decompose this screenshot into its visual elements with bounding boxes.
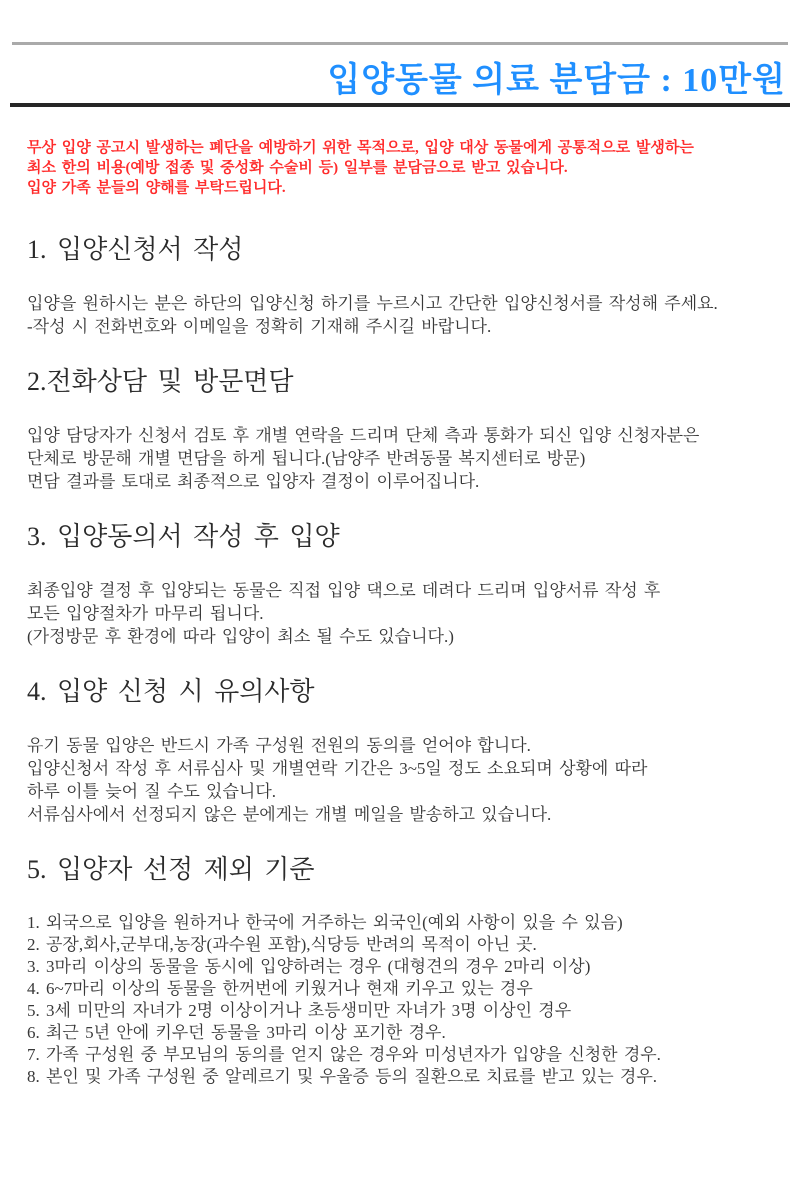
text-line: 7. 가족 구성원 중 부모님의 동의를 얻지 않은 경우와 미성년자가 입양을 신청한 경우. [27, 1045, 661, 1064]
document-body [27, 234, 782, 1116]
title-divider [10, 103, 790, 107]
text-line: 6. 최근 5년 안에 키우던 동물을 3마리 이상 포기한 경우. [27, 1023, 446, 1042]
text-line: 단체로 방문해 개별 면담을 하게 됩니다.(남양주 반려동물 복지센터로 방문) [27, 449, 586, 468]
text-line: 2. 공장,회사,군부대,농장(과수원 포함),식당등 반려의 목적이 아닌 곳. [27, 935, 537, 954]
text-line: 유기 동물 입양은 반드시 가족 구성원 전원의 동의를 얻어야 합니다. [27, 736, 531, 755]
section-3-heading: 3. 입양동의서 작성 후 입양 [27, 522, 340, 551]
section-4-heading: 4. 입양 신청 시 유의사항 [27, 677, 315, 706]
section-2-body [27, 424, 782, 493]
section-application-cautions [27, 676, 782, 826]
text-line: 3. 3마리 이상의 동물을 동시에 입양하려는 경우 (대형견의 경우 2마리 이상) [27, 957, 591, 976]
section-4-body [27, 734, 782, 826]
section-2-heading: 2.전화상담 및 방문면담 [27, 367, 294, 396]
page-title: 입양동물 의료 분담금 : 10만원 [327, 62, 786, 99]
text-line: 최소 한의 비용(예방 접종 및 중성화 수술비 등) 일부를 분담금으로 받고 있습니다. [27, 160, 568, 176]
section-exclusion-criteria [27, 854, 782, 1088]
section-3-body [27, 579, 782, 648]
section-1-heading: 1. 입양신청서 작성 [27, 235, 244, 264]
text-line: 하루 이틀 늦어 질 수도 있습니다. [27, 782, 276, 801]
text-line: 입양 가족 분들의 양해를 부탁드립니다. [27, 180, 286, 196]
text-line: 1. 외국으로 입양을 원하거나 한국에 거주하는 외국인(예외 사항이 있을 수 있음) [27, 913, 623, 932]
text-line: 서류심사에서 선정되지 않은 분에게는 개별 메일을 발송하고 있습니다. [27, 805, 552, 824]
top-divider [12, 42, 788, 45]
text-line: 최종입양 결정 후 입양되는 동물은 직접 입양 댁으로 데려다 드리며 입양서류 작성 후 [27, 581, 661, 600]
text-line: 4. 6~7마리 이상의 동물을 한꺼번에 키웠거나 현재 키우고 있는 경우 [27, 979, 533, 998]
section-5-heading: 5. 입양자 선정 제외 기준 [27, 855, 315, 884]
section-consent-adoption [27, 521, 782, 648]
text-line: -작성 시 전화번호와 이메일을 정확히 기재해 주시길 바랍니다. [27, 317, 492, 336]
text-line: 8. 본인 및 가족 구성원 중 알레르기 및 우울증 등의 질환으로 치료를 받고 있는 경우. [27, 1067, 658, 1086]
section-phone-visit-interview [27, 366, 782, 493]
text-line: (가정방문 후 환경에 따라 입양이 최소 될 수도 있습니다.) [27, 627, 454, 646]
section-1-body [27, 292, 782, 338]
section-5-body [27, 912, 782, 1088]
text-line: 무상 입양 공고시 발생하는 폐단을 예방하기 위한 목적으로, 입양 대상 동물에게 공통적으로 발생하는 [27, 140, 694, 156]
text-line: 입양 담당자가 신청서 검토 후 개별 연락을 드리며 단체 측과 통화가 되신 입양 신청자분은 [27, 426, 700, 445]
text-line: 모든 입양절차가 마무리 됩니다. [27, 604, 264, 623]
text-line: 입양을 원하시는 분은 하단의 입양신청 하기를 누르시고 간단한 입양신청서를 작성해 주세요. [27, 294, 718, 313]
section-application-form [27, 234, 782, 338]
fee-notice-paragraph [27, 138, 780, 198]
text-line: 면담 결과를 토대로 최종적으로 입양자 결정이 이루어집니다. [27, 472, 480, 491]
text-line: 입양신청서 작성 후 서류심사 및 개별연락 기간은 3~5일 정도 소요되며 상황에 따라 [27, 759, 648, 778]
text-line: 5. 3세 미만의 자녀가 2명 이상이거나 초등생미만 자녀가 3명 이상인 경우 [27, 1001, 572, 1020]
